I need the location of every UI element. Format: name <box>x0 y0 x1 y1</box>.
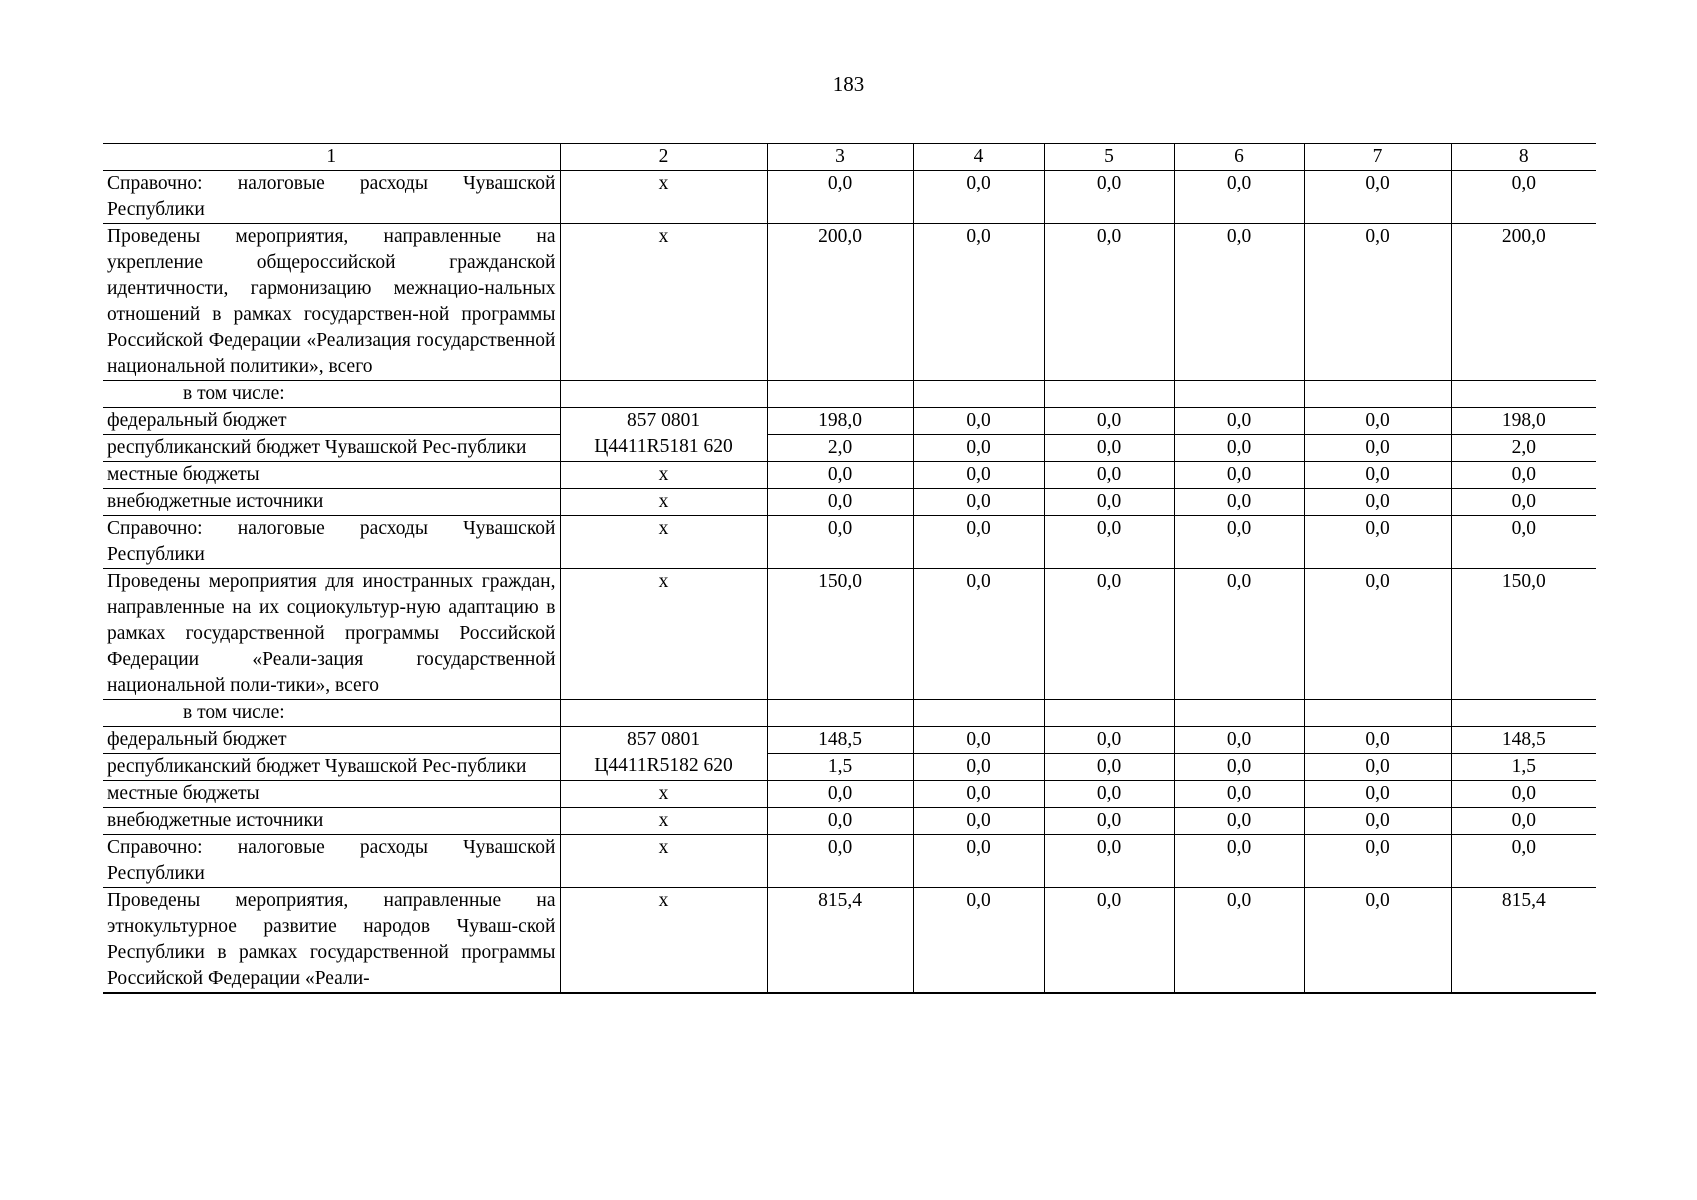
row-label: республиканский бюджет Чувашской Рес-публики <box>103 754 560 781</box>
row-code: х <box>560 516 767 569</box>
row-value: 0,0 <box>913 781 1044 808</box>
row-value: 0,0 <box>1304 462 1451 489</box>
row-value: 2,0 <box>1451 435 1596 462</box>
row-value: 0,0 <box>1451 808 1596 835</box>
row-value: 0,0 <box>1304 224 1451 381</box>
row-value: 0,0 <box>1174 516 1304 569</box>
row-value: 0,0 <box>1044 781 1174 808</box>
row-value: 0,0 <box>913 808 1044 835</box>
row-code-line: 857 0801 <box>626 729 701 750</box>
row-code: х <box>560 781 767 808</box>
row-label: в том числе: <box>103 700 560 727</box>
table-row <box>103 462 1596 489</box>
table-row <box>103 727 1596 754</box>
table-row <box>103 888 1596 994</box>
row-code: х <box>560 569 767 700</box>
row-value: 0,0 <box>1044 171 1174 224</box>
header-cell: 2 <box>560 144 767 171</box>
row-value: 815,4 <box>767 888 913 994</box>
row-value: 0,0 <box>767 516 913 569</box>
row-value <box>767 700 913 727</box>
row-value: 0,0 <box>1304 569 1451 700</box>
row-value: 0,0 <box>1174 888 1304 994</box>
table-row <box>103 489 1596 516</box>
row-code: х <box>560 171 767 224</box>
row-code <box>560 381 767 408</box>
row-value: 0,0 <box>1044 489 1174 516</box>
row-value: 0,0 <box>1304 516 1451 569</box>
row-value: 815,4 <box>1451 888 1596 994</box>
row-value: 0,0 <box>1044 224 1174 381</box>
row-value: 0,0 <box>767 781 913 808</box>
row-value: 0,0 <box>1044 808 1174 835</box>
row-label: Проведены мероприятия, направленные на укрепление общероссийской гражданской идентичности, гармонизацию межнацио-нальных отношений в рамках государствен-ной программы Российской Федерации «Реализация государственной национальной политики», всего <box>103 224 560 381</box>
row-value: 0,0 <box>913 516 1044 569</box>
row-label: внебюджетные источники <box>103 489 560 516</box>
row-value: 0,0 <box>1174 781 1304 808</box>
row-value: 150,0 <box>1451 569 1596 700</box>
row-code: х <box>560 835 767 888</box>
row-value: 0,0 <box>1304 888 1451 994</box>
row-code <box>560 700 767 727</box>
row-value <box>1044 381 1174 408</box>
row-value: 0,0 <box>1044 754 1174 781</box>
row-label: местные бюджеты <box>103 462 560 489</box>
row-value: 0,0 <box>1304 781 1451 808</box>
row-value: 0,0 <box>1174 408 1304 435</box>
row-value: 0,0 <box>1174 462 1304 489</box>
row-label: Справочно: налоговые расходы Чувашской Республики <box>103 171 560 224</box>
row-value: 0,0 <box>767 835 913 888</box>
row-value: 0,0 <box>1304 754 1451 781</box>
row-code-line: Ц4411R5182 620 <box>594 755 733 776</box>
row-value: 0,0 <box>1044 516 1174 569</box>
table-row <box>103 224 1596 381</box>
table-row <box>103 171 1596 224</box>
row-value: 200,0 <box>1451 224 1596 381</box>
row-code: х <box>560 224 767 381</box>
row-value <box>1044 700 1174 727</box>
table-header-row <box>103 144 1596 171</box>
row-label: внебюджетные источники <box>103 808 560 835</box>
table-row <box>103 808 1596 835</box>
header-cell: 8 <box>1451 144 1596 171</box>
row-value <box>1304 381 1451 408</box>
row-value: 0,0 <box>913 489 1044 516</box>
budget-table <box>103 143 1596 994</box>
header-cell: 6 <box>1174 144 1304 171</box>
row-value: 0,0 <box>1451 835 1596 888</box>
row-value: 0,0 <box>1174 489 1304 516</box>
row-label: Справочно: налоговые расходы Чувашской Республики <box>103 516 560 569</box>
row-label: республиканский бюджет Чувашской Рес-публики <box>103 435 560 462</box>
row-value: 0,0 <box>1174 808 1304 835</box>
row-code: х <box>560 888 767 994</box>
row-value: 0,0 <box>1174 835 1304 888</box>
row-value: 198,0 <box>1451 408 1596 435</box>
row-value: 0,0 <box>913 224 1044 381</box>
row-value: 0,0 <box>1174 224 1304 381</box>
row-value: 0,0 <box>1304 408 1451 435</box>
header-cell: 1 <box>103 144 560 171</box>
row-value: 150,0 <box>767 569 913 700</box>
row-value: 0,0 <box>1304 835 1451 888</box>
row-value: 200,0 <box>767 224 913 381</box>
row-value: 0,0 <box>767 489 913 516</box>
row-value: 0,0 <box>913 569 1044 700</box>
row-value: 148,5 <box>767 727 913 754</box>
row-value: 0,0 <box>913 462 1044 489</box>
row-value: 0,0 <box>1044 435 1174 462</box>
row-value: 0,0 <box>767 462 913 489</box>
row-value: 0,0 <box>913 408 1044 435</box>
row-value <box>913 381 1044 408</box>
row-value: 0,0 <box>913 888 1044 994</box>
row-value: 0,0 <box>1451 489 1596 516</box>
page-number: 183 <box>832 72 865 96</box>
row-value: 0,0 <box>1044 835 1174 888</box>
row-value: 0,0 <box>1451 781 1596 808</box>
row-value: 0,0 <box>1044 727 1174 754</box>
table-row <box>103 435 1596 462</box>
row-value: 0,0 <box>913 171 1044 224</box>
row-value: 0,0 <box>913 435 1044 462</box>
row-value: 0,0 <box>1304 808 1451 835</box>
row-code <box>560 727 767 781</box>
row-value: 0,0 <box>1174 171 1304 224</box>
row-value: 0,0 <box>1174 754 1304 781</box>
row-value: 0,0 <box>767 171 913 224</box>
row-value <box>767 381 913 408</box>
row-label: Проведены мероприятия для иностранных граждан, направленные на их социокультур-ную адаптацию в рамках государственной программы Российской Федерации «Реали-зация государственной национальной поли-тики», всего <box>103 569 560 700</box>
row-value <box>1174 700 1304 727</box>
header-cell: 4 <box>913 144 1044 171</box>
row-value: 0,0 <box>913 727 1044 754</box>
row-code-line: 857 0801 <box>626 410 701 431</box>
row-value: 0,0 <box>1044 408 1174 435</box>
row-value: 0,0 <box>1044 888 1174 994</box>
table-row <box>103 781 1596 808</box>
row-label: федеральный бюджет <box>103 727 560 754</box>
row-value: 0,0 <box>1451 462 1596 489</box>
row-value <box>1174 381 1304 408</box>
row-value: 1,5 <box>767 754 913 781</box>
row-value: 0,0 <box>913 835 1044 888</box>
row-value <box>913 700 1044 727</box>
row-value <box>1451 381 1596 408</box>
row-code: х <box>560 462 767 489</box>
row-label: Проведены мероприятия, направленные на этнокультурное развитие народов Чуваш-ской Республики в рамках государственной программы Российской Федерации «Реали- <box>103 888 560 994</box>
table-row <box>103 569 1596 700</box>
table-row <box>103 835 1596 888</box>
table-row <box>103 700 1596 727</box>
row-code <box>560 408 767 462</box>
table-row <box>103 408 1596 435</box>
row-code: х <box>560 808 767 835</box>
row-value: 0,0 <box>913 754 1044 781</box>
row-value: 1,5 <box>1451 754 1596 781</box>
row-value <box>1304 700 1451 727</box>
row-label: Справочно: налоговые расходы Чувашской Республики <box>103 835 560 888</box>
table-row <box>103 754 1596 781</box>
row-label: федеральный бюджет <box>103 408 560 435</box>
row-value: 0,0 <box>1304 727 1451 754</box>
row-label: местные бюджеты <box>103 781 560 808</box>
row-value: 0,0 <box>1174 727 1304 754</box>
row-value: 0,0 <box>1044 569 1174 700</box>
row-value: 0,0 <box>1044 462 1174 489</box>
row-value: 0,0 <box>1304 171 1451 224</box>
row-value <box>1451 700 1596 727</box>
row-value: 0,0 <box>1451 516 1596 569</box>
row-value: 0,0 <box>1174 569 1304 700</box>
row-value: 0,0 <box>1174 435 1304 462</box>
row-value: 0,0 <box>1451 171 1596 224</box>
row-value: 2,0 <box>767 435 913 462</box>
row-value: 0,0 <box>1304 435 1451 462</box>
table-row <box>103 381 1596 408</box>
row-value: 148,5 <box>1451 727 1596 754</box>
row-value: 198,0 <box>767 408 913 435</box>
header-cell: 3 <box>767 144 913 171</box>
header-cell: 7 <box>1304 144 1451 171</box>
row-code: х <box>560 489 767 516</box>
row-value: 0,0 <box>1304 489 1451 516</box>
header-cell: 5 <box>1044 144 1174 171</box>
row-label: в том числе: <box>103 381 560 408</box>
row-code-line: Ц4411R5181 620 <box>594 436 733 457</box>
table-row <box>103 516 1596 569</box>
row-value: 0,0 <box>767 808 913 835</box>
